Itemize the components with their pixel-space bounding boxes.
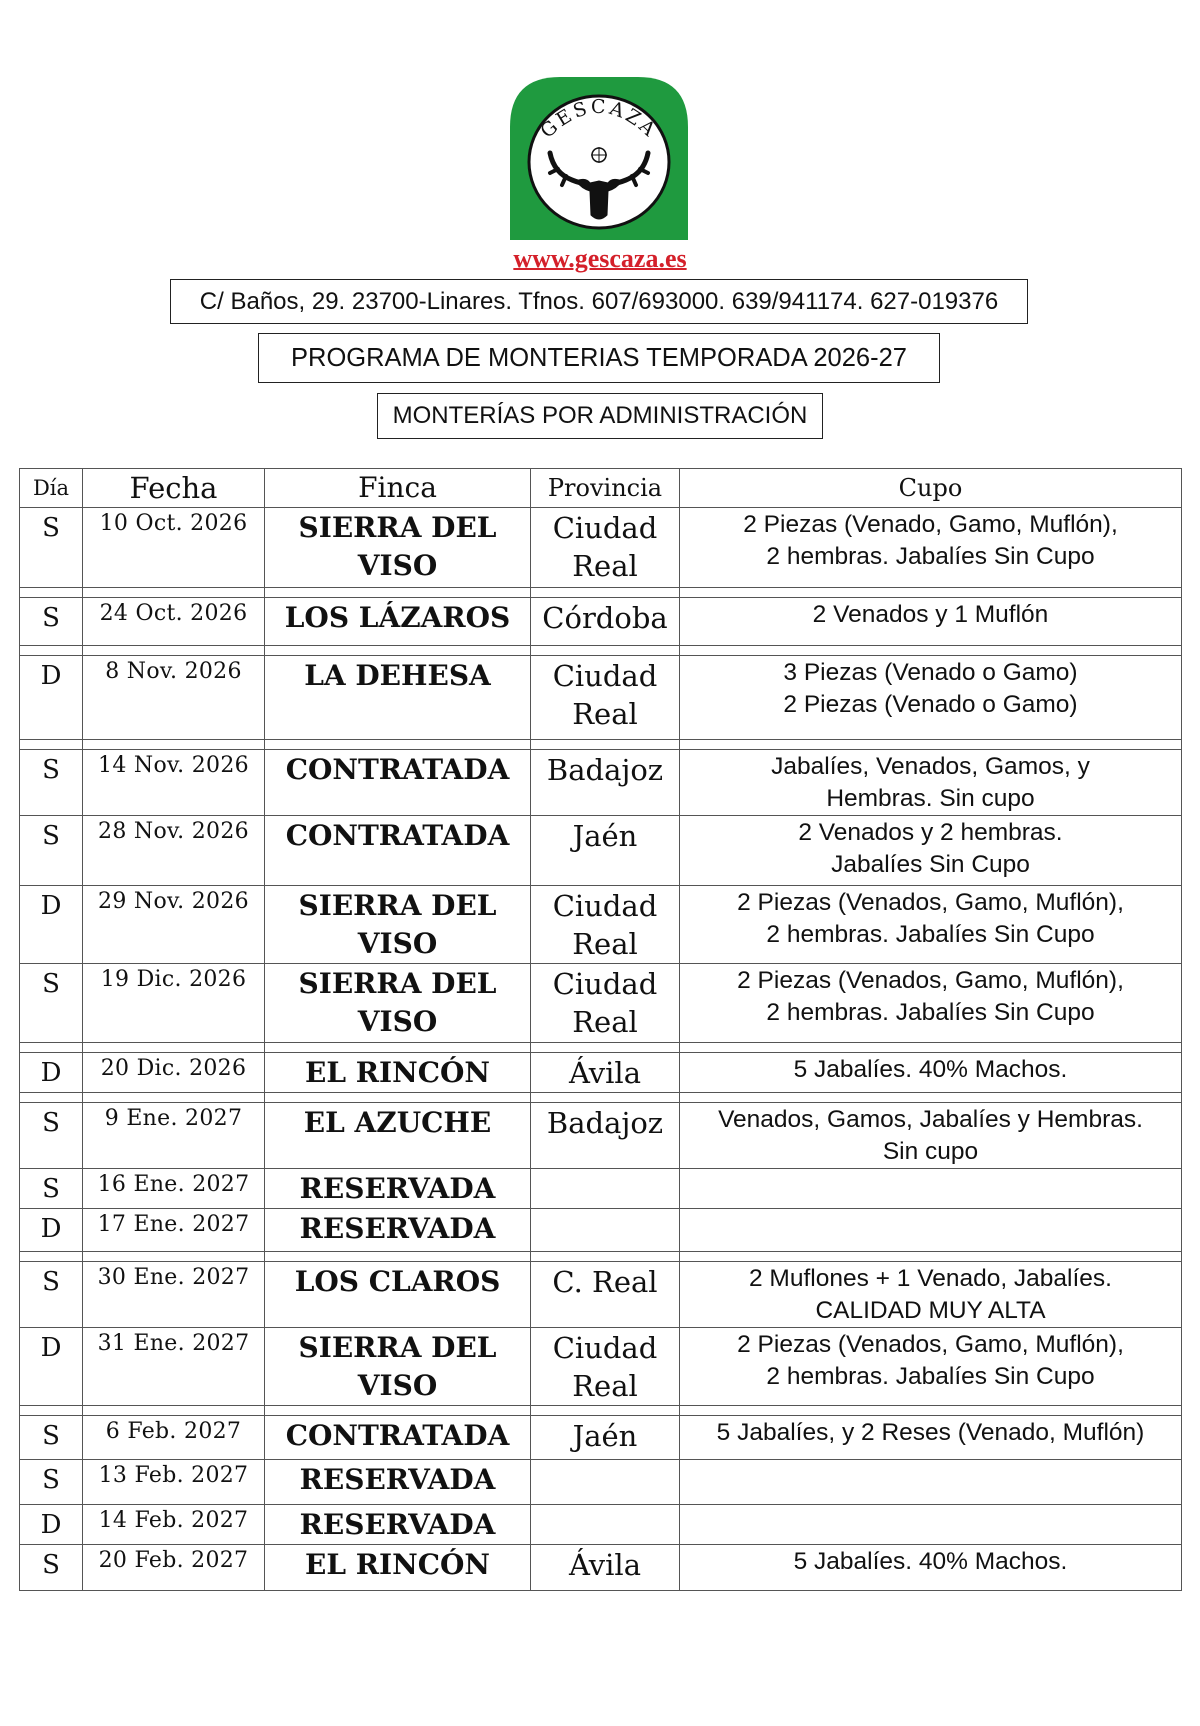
cell-finca bbox=[265, 508, 531, 588]
cell-fecha: 14 Feb. 2027 bbox=[83, 1505, 265, 1545]
schedule-table bbox=[19, 468, 1182, 1591]
header-finca: Finca bbox=[265, 469, 531, 508]
cell-finca-line: SIERRA DEL bbox=[298, 1331, 497, 1364]
table-row bbox=[20, 656, 1182, 740]
cell-provincia bbox=[531, 816, 680, 886]
cell-cupo bbox=[680, 1053, 1182, 1093]
cell-dia: D bbox=[20, 1053, 83, 1093]
cell-fecha: 28 Nov. 2026 bbox=[83, 816, 265, 886]
cell-finca-line: SIERRA DEL bbox=[298, 889, 497, 922]
cell-cupo-line: 5 Jabalíes. 40% Machos. bbox=[793, 1548, 1068, 1575]
cell-provincia-line: Jaén bbox=[572, 1419, 638, 1453]
cell-provincia-line: Real bbox=[572, 1369, 638, 1403]
cell-cupo-line: 2 hembras. Jabalíes Sin Cupo bbox=[766, 921, 1095, 948]
separator-cell bbox=[680, 1043, 1182, 1053]
cell-cupo-line: 2 Piezas (Venados, Gamo, Muflón), bbox=[737, 1331, 1124, 1358]
separator-cell bbox=[265, 1093, 531, 1103]
cell-provincia bbox=[531, 508, 680, 588]
cell-cupo-line: 2 Piezas (Venados, Gamo, Muflón), bbox=[737, 889, 1124, 916]
cell-finca bbox=[265, 1169, 531, 1209]
cell-finca-line: RESERVADA bbox=[299, 1463, 496, 1496]
cell-cupo-line: Hembras. Sin cupo bbox=[826, 785, 1035, 812]
cell-cupo bbox=[680, 1416, 1182, 1460]
cell-finca-line: VISO bbox=[357, 1005, 438, 1038]
separator-cell bbox=[531, 588, 680, 598]
separator-cell bbox=[680, 1406, 1182, 1416]
cell-dia: D bbox=[20, 886, 83, 964]
cell-provincia-line: Real bbox=[572, 549, 638, 583]
table-row bbox=[20, 598, 1182, 646]
cell-finca-line: RESERVADA bbox=[299, 1508, 496, 1541]
cell-fecha: 10 Oct. 2026 bbox=[83, 508, 265, 588]
header-cupo: Cupo bbox=[680, 469, 1182, 508]
cell-finca bbox=[265, 598, 531, 646]
cell-finca bbox=[265, 1103, 531, 1169]
table-row bbox=[20, 508, 1182, 588]
logo-wordmark: GESCAZA bbox=[536, 95, 662, 143]
row-separator bbox=[20, 588, 1182, 598]
separator-cell bbox=[265, 588, 531, 598]
separator-cell bbox=[265, 646, 531, 656]
separator-cell bbox=[20, 1406, 83, 1416]
cell-provincia bbox=[531, 1416, 680, 1460]
separator-cell bbox=[83, 588, 265, 598]
cell-finca-line: VISO bbox=[357, 549, 438, 582]
table-row bbox=[20, 1460, 1182, 1505]
cell-provincia-line: Badajoz bbox=[546, 753, 664, 787]
cell-provincia-line: Ciudad bbox=[552, 967, 658, 1001]
separator-cell bbox=[20, 740, 83, 750]
cell-provincia bbox=[531, 886, 680, 964]
cell-cupo-line: CALIDAD MUY ALTA bbox=[815, 1297, 1046, 1324]
cell-cupo-line: 2 Venados y 1 Muflón bbox=[812, 601, 1049, 628]
cell-finca bbox=[265, 1262, 531, 1328]
cell-provincia-line: Córdoba bbox=[542, 601, 668, 635]
cell-provincia-line: Ciudad bbox=[552, 1331, 658, 1365]
cell-cupo-line: 2 Piezas (Venados, Gamo, Muflón), bbox=[737, 967, 1124, 994]
cell-fecha: 6 Feb. 2027 bbox=[83, 1416, 265, 1460]
cell-finca bbox=[265, 964, 531, 1043]
cell-fecha: 17 Ene. 2027 bbox=[83, 1209, 265, 1252]
cell-provincia-line: Ávila bbox=[569, 1056, 641, 1090]
cell-provincia-line: Ciudad bbox=[552, 511, 658, 545]
cell-provincia bbox=[531, 964, 680, 1043]
cell-provincia-line: Real bbox=[572, 697, 638, 731]
cell-provincia-line: Jaén bbox=[572, 819, 638, 853]
cell-fecha: 8 Nov. 2026 bbox=[83, 656, 265, 740]
cell-cupo bbox=[680, 1169, 1182, 1209]
cell-finca-line: CONTRATADA bbox=[285, 753, 510, 786]
cell-dia: D bbox=[20, 1328, 83, 1406]
cell-provincia bbox=[531, 656, 680, 740]
cell-dia: S bbox=[20, 964, 83, 1043]
separator-cell bbox=[531, 1043, 680, 1053]
separator-cell bbox=[20, 1043, 83, 1053]
separator-cell bbox=[531, 1093, 680, 1103]
cell-cupo bbox=[680, 886, 1182, 964]
cell-provincia-line: C. Real bbox=[552, 1265, 658, 1299]
cell-cupo-line: 2 hembras. Jabalíes Sin Cupo bbox=[766, 999, 1095, 1026]
cell-cupo bbox=[680, 508, 1182, 588]
separator-cell bbox=[83, 1406, 265, 1416]
cell-provincia bbox=[531, 1545, 680, 1591]
cell-dia: S bbox=[20, 1262, 83, 1328]
table-row bbox=[20, 1209, 1182, 1252]
cell-cupo-line: 3 Piezas (Venado o Gamo) bbox=[783, 659, 1078, 686]
cell-provincia-line: Ciudad bbox=[552, 889, 658, 923]
separator-cell bbox=[531, 1406, 680, 1416]
table-row bbox=[20, 1328, 1182, 1406]
separator-cell bbox=[680, 1252, 1182, 1262]
cell-cupo bbox=[680, 656, 1182, 740]
separator-cell bbox=[83, 1043, 265, 1053]
separator-cell bbox=[265, 1252, 531, 1262]
row-separator bbox=[20, 1252, 1182, 1262]
cell-finca bbox=[265, 750, 531, 816]
cell-finca-line: RESERVADA bbox=[299, 1172, 496, 1205]
cell-finca bbox=[265, 1460, 531, 1505]
cell-finca bbox=[265, 1545, 531, 1591]
cell-cupo bbox=[680, 1505, 1182, 1545]
separator-cell bbox=[680, 1093, 1182, 1103]
cell-cupo bbox=[680, 598, 1182, 646]
cell-fecha: 14 Nov. 2026 bbox=[83, 750, 265, 816]
cell-finca-line: EL RINCÓN bbox=[304, 1056, 490, 1089]
cell-provincia-line: Real bbox=[572, 1005, 638, 1039]
cell-cupo bbox=[680, 1460, 1182, 1505]
cell-cupo bbox=[680, 1545, 1182, 1591]
cell-dia: D bbox=[20, 1505, 83, 1545]
cell-cupo bbox=[680, 816, 1182, 886]
cell-dia: D bbox=[20, 1209, 83, 1252]
separator-cell bbox=[83, 740, 265, 750]
cell-finca-line: EL AZUCHE bbox=[303, 1106, 492, 1139]
cell-cupo bbox=[680, 750, 1182, 816]
cell-provincia bbox=[531, 598, 680, 646]
cell-cupo-line: 2 Muflones + 1 Venado, Jabalíes. bbox=[749, 1265, 1112, 1292]
separator-cell bbox=[20, 646, 83, 656]
cell-cupo bbox=[680, 1262, 1182, 1328]
subtitle-box: MONTERÍAS POR ADMINISTRACIÓN bbox=[377, 393, 823, 439]
cell-finca bbox=[265, 1416, 531, 1460]
separator-cell bbox=[680, 740, 1182, 750]
cell-fecha: 29 Nov. 2026 bbox=[83, 886, 265, 964]
cell-provincia-line: Real bbox=[572, 927, 638, 961]
cell-cupo-line: 5 Jabalíes. 40% Machos. bbox=[793, 1056, 1068, 1083]
cell-dia: S bbox=[20, 1460, 83, 1505]
program-title: PROGRAMA DE MONTERIAS TEMPORADA 2026-27 bbox=[258, 333, 940, 383]
cell-cupo bbox=[680, 1328, 1182, 1406]
separator-cell bbox=[265, 1043, 531, 1053]
cell-finca-line: LA DEHESA bbox=[304, 659, 491, 692]
cell-finca bbox=[265, 1209, 531, 1252]
separator-cell bbox=[265, 740, 531, 750]
header-provincia: Provincia bbox=[531, 469, 680, 508]
row-separator bbox=[20, 1043, 1182, 1053]
cell-fecha: 13 Feb. 2027 bbox=[83, 1460, 265, 1505]
cell-cupo-line: 2 Venados y 2 hembras. bbox=[798, 819, 1063, 846]
cell-cupo bbox=[680, 1209, 1182, 1252]
cell-cupo-line: 2 hembras. Jabalíes Sin Cupo bbox=[766, 1363, 1095, 1390]
cell-finca bbox=[265, 1505, 531, 1545]
cell-finca bbox=[265, 886, 531, 964]
table-row bbox=[20, 816, 1182, 886]
website-link[interactable]: www.gescaza.es bbox=[513, 244, 687, 273]
cell-cupo-line: 2 Piezas (Venado o Gamo) bbox=[783, 691, 1078, 718]
cell-finca-line: VISO bbox=[357, 927, 438, 960]
cell-finca-line: CONTRATADA bbox=[285, 1419, 510, 1452]
row-separator bbox=[20, 1093, 1182, 1103]
cell-finca-line: LOS LÁZAROS bbox=[284, 601, 511, 634]
cell-finca-line: SIERRA DEL bbox=[298, 511, 497, 544]
cell-provincia bbox=[531, 1209, 680, 1252]
cell-provincia bbox=[531, 1505, 680, 1545]
cell-cupo-line: Sin cupo bbox=[882, 1138, 979, 1165]
cell-dia: S bbox=[20, 508, 83, 588]
cell-finca-line: RESERVADA bbox=[299, 1212, 496, 1245]
cell-fecha: 20 Feb. 2027 bbox=[83, 1545, 265, 1591]
address-box: C/ Baños, 29. 23700-Linares. Tfnos. 607/693000. 639/941174. 627-019376 bbox=[170, 279, 1028, 324]
cell-dia: S bbox=[20, 1545, 83, 1591]
cell-fecha: 24 Oct. 2026 bbox=[83, 598, 265, 646]
cell-finca-line: CONTRATADA bbox=[285, 819, 510, 852]
separator-cell bbox=[20, 1252, 83, 1262]
cell-cupo bbox=[680, 964, 1182, 1043]
table-row bbox=[20, 1416, 1182, 1460]
cell-dia: S bbox=[20, 598, 83, 646]
cell-provincia bbox=[531, 1053, 680, 1093]
cell-finca bbox=[265, 816, 531, 886]
cell-provincia bbox=[531, 1328, 680, 1406]
table-row bbox=[20, 1505, 1182, 1545]
separator-cell bbox=[83, 646, 265, 656]
cell-cupo bbox=[680, 1103, 1182, 1169]
cell-fecha: 20 Dic. 2026 bbox=[83, 1053, 265, 1093]
cell-fecha: 19 Dic. 2026 bbox=[83, 964, 265, 1043]
separator-cell bbox=[680, 646, 1182, 656]
separator-cell bbox=[83, 1093, 265, 1103]
cell-dia: S bbox=[20, 750, 83, 816]
cell-fecha: 9 Ene. 2027 bbox=[83, 1103, 265, 1169]
cell-dia: D bbox=[20, 656, 83, 740]
cell-provincia-line: Ciudad bbox=[552, 659, 658, 693]
separator-cell bbox=[531, 646, 680, 656]
cell-dia: S bbox=[20, 1169, 83, 1209]
cell-cupo-line: Venados, Gamos, Jabalíes y Hembras. bbox=[718, 1106, 1143, 1133]
cell-cupo-line: 5 Jabalíes, y 2 Reses (Venado, Muflón) bbox=[716, 1419, 1145, 1446]
separator-cell bbox=[20, 588, 83, 598]
table-row bbox=[20, 964, 1182, 1043]
cell-cupo-line: 2 Piezas (Venado, Gamo, Muflón), bbox=[743, 511, 1118, 538]
cell-finca-line: LOS CLAROS bbox=[294, 1265, 501, 1298]
separator-cell bbox=[531, 740, 680, 750]
cell-dia: S bbox=[20, 1103, 83, 1169]
cell-dia: S bbox=[20, 816, 83, 886]
cell-finca-line: SIERRA DEL bbox=[298, 967, 497, 1000]
cell-dia: S bbox=[20, 1416, 83, 1460]
cell-cupo-line: Jabalíes, Venados, Gamos, y bbox=[771, 753, 1090, 780]
cell-finca bbox=[265, 656, 531, 740]
separator-cell bbox=[83, 1252, 265, 1262]
cell-finca-line: VISO bbox=[357, 1369, 438, 1402]
table-row bbox=[20, 750, 1182, 816]
cell-fecha: 31 Ene. 2027 bbox=[83, 1328, 265, 1406]
table-row bbox=[20, 1053, 1182, 1093]
gescaza-logo bbox=[510, 77, 688, 240]
separator-cell bbox=[265, 1406, 531, 1416]
cell-provincia-line: Badajoz bbox=[546, 1106, 664, 1140]
cell-finca bbox=[265, 1053, 531, 1093]
row-separator bbox=[20, 1406, 1182, 1416]
header-dia: Día bbox=[20, 469, 83, 508]
table-row bbox=[20, 886, 1182, 964]
row-separator bbox=[20, 646, 1182, 656]
table-row bbox=[20, 1262, 1182, 1328]
cell-provincia bbox=[531, 750, 680, 816]
cell-provincia-line: Ávila bbox=[569, 1548, 641, 1582]
cell-provincia bbox=[531, 1169, 680, 1209]
separator-cell bbox=[680, 588, 1182, 598]
row-separator bbox=[20, 740, 1182, 750]
cell-finca bbox=[265, 1328, 531, 1406]
table-row bbox=[20, 1169, 1182, 1209]
table-header-row bbox=[20, 469, 1182, 508]
table-row bbox=[20, 1103, 1182, 1169]
cell-provincia bbox=[531, 1262, 680, 1328]
cell-cupo-line: 2 hembras. Jabalíes Sin Cupo bbox=[766, 543, 1095, 570]
cell-finca-line: EL RINCÓN bbox=[304, 1548, 490, 1581]
separator-cell bbox=[20, 1093, 83, 1103]
header-fecha: Fecha bbox=[83, 469, 265, 508]
cell-provincia bbox=[531, 1103, 680, 1169]
cell-cupo-line: Jabalíes Sin Cupo bbox=[831, 851, 1030, 878]
cell-fecha: 16 Ene. 2027 bbox=[83, 1169, 265, 1209]
cell-provincia bbox=[531, 1460, 680, 1505]
separator-cell bbox=[531, 1252, 680, 1262]
cell-fecha: 30 Ene. 2027 bbox=[83, 1262, 265, 1328]
table-row bbox=[20, 1545, 1182, 1591]
